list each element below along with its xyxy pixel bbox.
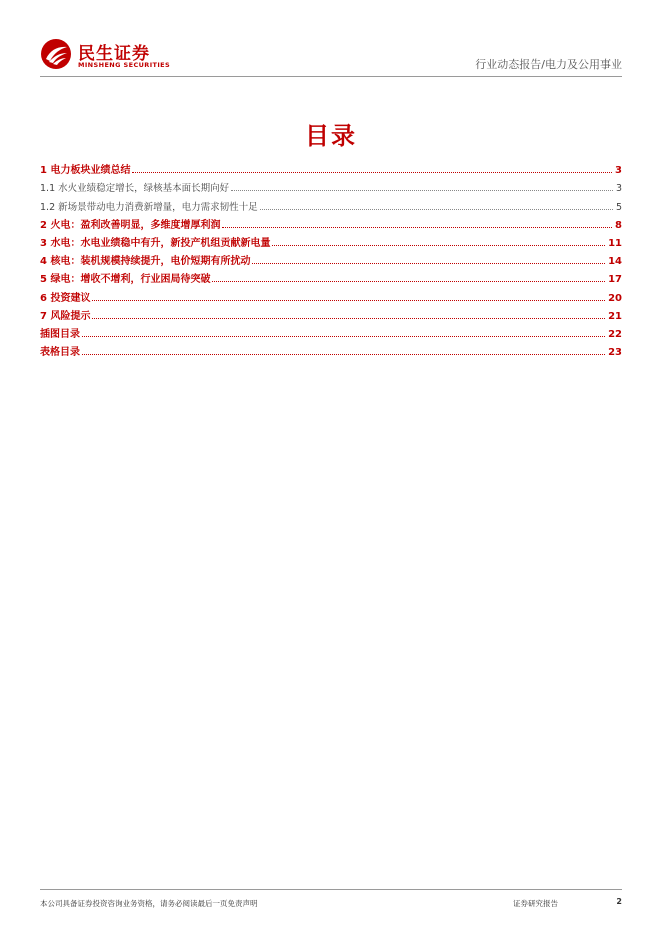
toc-entry-label[interactable]: 5 绿电：增收不增利，行业困局待突破: [40, 274, 211, 286]
toc-dot-leader: [92, 299, 605, 301]
toc-entry[interactable]: [40, 176, 622, 194]
minsheng-logo-icon: [40, 38, 72, 70]
toc-dot-leader: [252, 262, 605, 264]
toc-entry-page[interactable]: 11: [608, 237, 622, 249]
toc-dot-leader: [82, 335, 605, 337]
toc-entry-label[interactable]: 表格目录: [40, 347, 80, 359]
toc-entry-label[interactable]: 7 风险提示: [40, 310, 91, 322]
toc-entry[interactable]: [40, 249, 622, 267]
company-logo: [40, 38, 180, 74]
toc-entry-page[interactable]: 22: [608, 328, 622, 340]
toc-entry-page[interactable]: 3: [615, 165, 622, 177]
toc-dot-leader: [212, 280, 605, 282]
header-divider: [40, 76, 622, 77]
toc-entry[interactable]: [40, 267, 622, 285]
toc-entry-page[interactable]: 14: [608, 256, 622, 268]
toc-dot-leader: [82, 353, 605, 355]
toc-dot-leader: [272, 244, 605, 246]
table-of-contents: [40, 158, 622, 358]
toc-entry-label[interactable]: 1 电力板块业绩总结: [40, 165, 131, 177]
report-category: 行业动态报告/电力及公用事业: [475, 58, 622, 71]
toc-dot-leader: [132, 171, 612, 173]
toc-entry-page[interactable]: 23: [608, 347, 622, 359]
toc-title: 目录: [305, 122, 357, 150]
toc-entry-label[interactable]: 4 核电：装机规模持续提升，电价短期有所扰动: [40, 256, 251, 268]
toc-entry[interactable]: [40, 340, 622, 358]
toc-entry-label[interactable]: 1.1 水火业绩稳定增长，绿核基本面长期向好: [40, 183, 230, 195]
toc-entry[interactable]: [40, 285, 622, 303]
toc-entry-page[interactable]: 21: [608, 310, 622, 322]
toc-entry-label[interactable]: 2 火电：盈利改善明显，多维度增厚利润: [40, 219, 221, 231]
toc-entry-page[interactable]: 5: [615, 201, 622, 213]
toc-entry[interactable]: [40, 231, 622, 249]
toc-dot-leader: [260, 208, 613, 210]
toc-entry-label[interactable]: 3 水电：水电业绩稳中有升，新投产机组贡献新电量: [40, 237, 271, 249]
toc-entry-label[interactable]: 插图目录: [40, 328, 80, 340]
toc-entry[interactable]: [40, 158, 622, 176]
toc-entry-page[interactable]: 17: [608, 274, 622, 286]
toc-entry-label[interactable]: 1.2 新场景带动电力消费新增量，电力需求韧性十足: [40, 201, 258, 213]
toc-entry[interactable]: [40, 304, 622, 322]
footer-disclaimer: 本公司具备证券投资咨询业务资格，请务必阅读最后一页免责声明: [40, 899, 258, 908]
page-header: [40, 38, 622, 78]
footer-divider: [40, 889, 622, 890]
toc-dot-leader: [231, 189, 613, 191]
toc-entry[interactable]: [40, 322, 622, 340]
footer-report-type: 证券研究报告: [513, 899, 558, 908]
toc-entry-page[interactable]: 3: [615, 183, 622, 195]
toc-entry-page[interactable]: 20: [608, 292, 622, 304]
toc-entry[interactable]: [40, 194, 622, 212]
toc-entry[interactable]: [40, 213, 622, 231]
toc-dot-leader: [222, 226, 612, 228]
toc-entry-label[interactable]: 6 投资建议: [40, 292, 91, 304]
toc-dot-leader: [92, 317, 605, 319]
logo-english-name: MINSHENG SECURITIES: [78, 61, 171, 69]
toc-entry-page[interactable]: 8: [615, 219, 622, 231]
page-number: 2: [616, 897, 622, 906]
logo-chinese-name: 民生证券: [78, 44, 150, 64]
